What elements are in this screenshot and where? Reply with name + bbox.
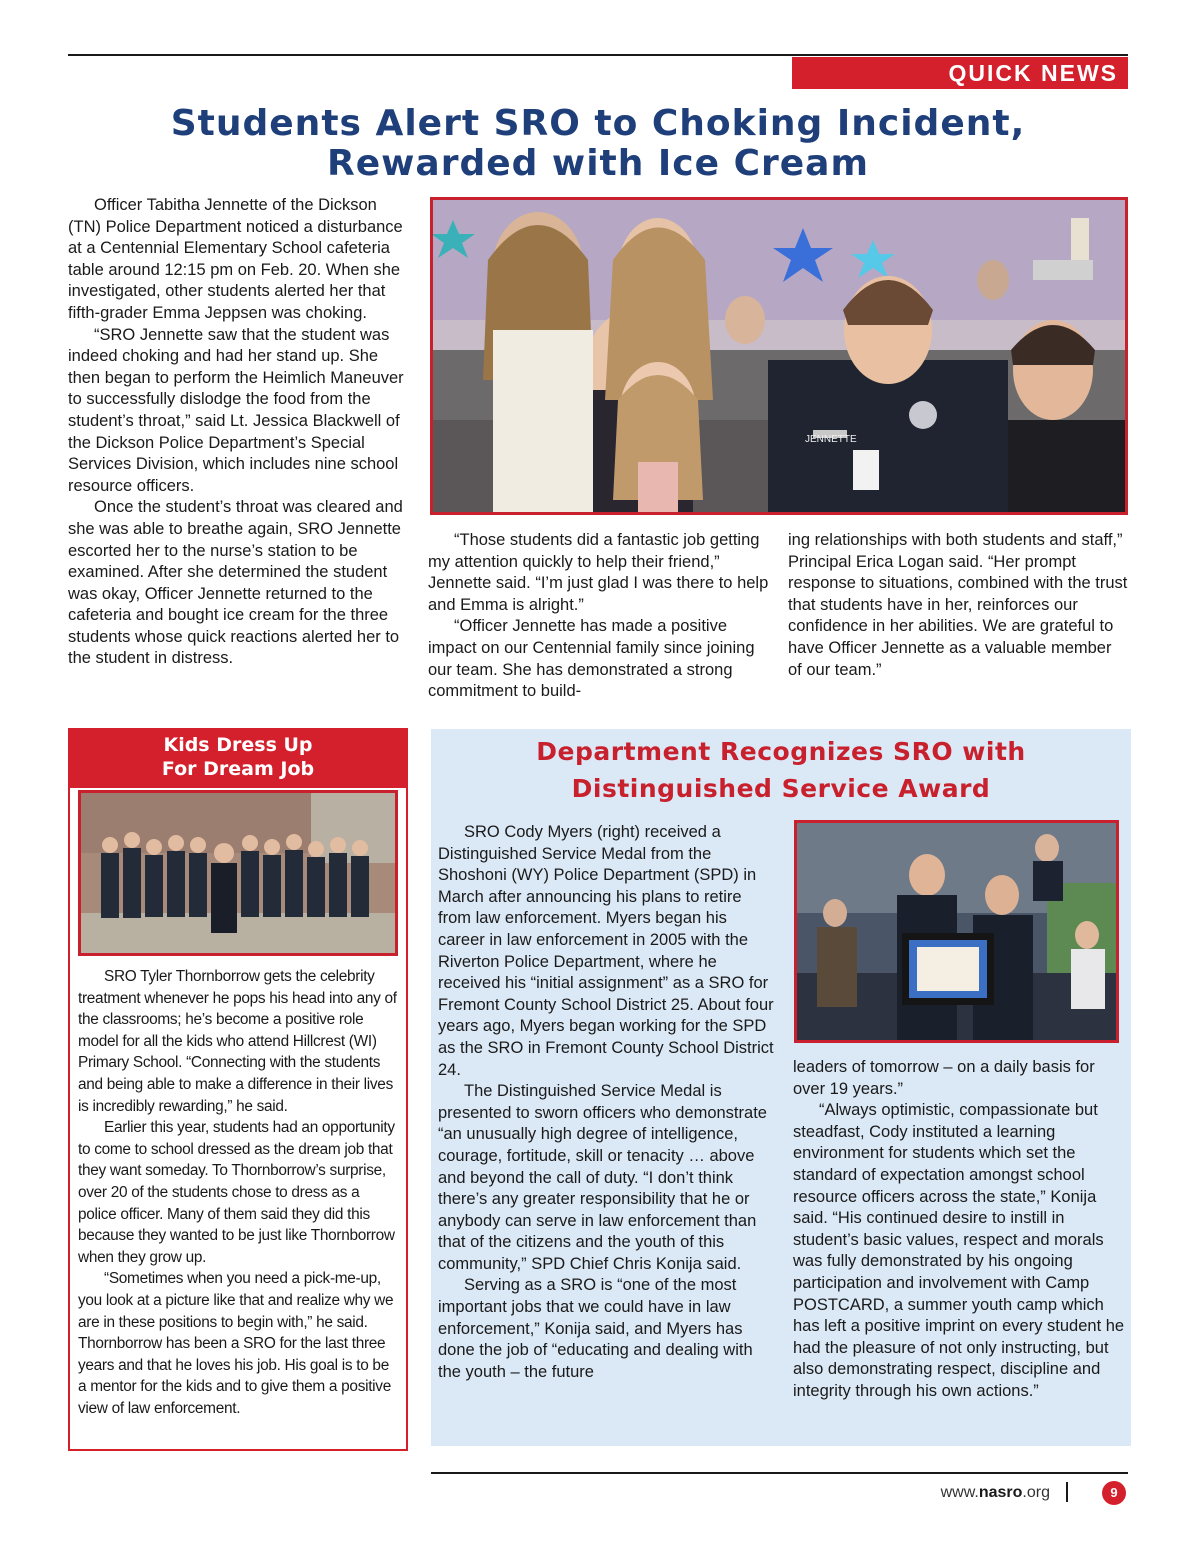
top-rule	[68, 54, 1128, 56]
url-prefix: www.	[940, 1484, 979, 1501]
photo-award-ceremony	[794, 820, 1119, 1043]
sidebar-body	[78, 966, 400, 1419]
photo-kids-group	[78, 790, 398, 956]
sidebar-title-line-2: For Dream Job	[161, 758, 315, 780]
url-suffix: .org	[1022, 1484, 1050, 1501]
paragraph: “SRO Jennette saw that the student was indeed choking and had her stand up. She then began to perform the Heimlich Maneuver to successfully dislodge the food from the student’s throat,” said Lt. Jessica Blackwell of the Dickson Police Department’s Special Services Division, which includes nine school resource officers.	[68, 325, 404, 495]
award-story-box	[431, 729, 1131, 1446]
paragraph: “Sometimes when you need a pick-me-up, you look at a picture like that and realize why we are in these positions to begin with,” he said. Thornborrow has been a SRO for the last three years and that he loves his job. His goal is to be a mentor for the kids and to give them a positive view of law enforcement.	[78, 1270, 394, 1417]
headline-line-2: Rewarded with Ice Cream	[327, 143, 869, 184]
photo-officer-with-students-image	[433, 200, 1125, 512]
sidebar-kids-dream-job	[68, 728, 408, 1451]
sidebar-title	[70, 730, 406, 788]
paragraph: Earlier this year, students had an opportunity to come to school dressed as the dream job that they want someday. To Thornborrow’s surprise, over 20 of the students chose to dress as a police officer. Many of them said they did this because they wanted to be just like Thornborrow when they grow up.	[78, 1119, 395, 1266]
paragraph: Officer Tabitha Jennette of the Dickson (TN) Police Department noticed a disturbance at a Centennial Elementary School cafeteria table around 12:15 pm on Feb. 20. When she investigated, other students alerted her that fifth-grader Emma Jeppsen was choking.	[68, 196, 403, 322]
page-number: 9	[1102, 1481, 1126, 1505]
main-story-column-1	[68, 195, 408, 670]
website-url	[900, 1484, 1050, 1502]
paragraph: “Always optimistic, compassionate but steadfast, Cody instituted a learning environment for students which set the standard of expectation amongst school resource officers across the state,” Konija said. “His continued desire to instill in student’s basic values, respect and morals was fully demonstrated by his ongoing participation and involvement with Camp POSTCARD, a summer youth camp which has left a positive imprint on every student he had the pleasure of not only instructing, but also demonstrating respect, discipline and integrity through his own actions.”	[793, 1101, 1125, 1400]
paragraph: Once the student’s throat was cleared and she was able to breathe again, SRO Jennette escorted her to the nurse’s station to be examined. After she determined the student was okay, Officer Jennette returned to the cafeteria and bought ice cream for the three students whose quick reactions alerted her to the student in distress.	[68, 498, 403, 668]
main-story-column-3	[788, 530, 1128, 681]
main-story-column-2	[428, 530, 772, 703]
award-story-column-2	[793, 1057, 1125, 1403]
url-domain: nasro	[978, 1484, 1023, 1501]
main-headline	[68, 104, 1128, 184]
award-headline	[431, 733, 1131, 807]
headline-line-1: Students Alert SRO to Choking Incident,	[170, 103, 1026, 144]
photo-award-ceremony-image	[797, 823, 1116, 1040]
paragraph: SRO Cody Myers (right) received a Distinguished Service Medal from the Shoshoni (WY) Police Department (SPD) in March after announcing his plans to retire from law enforcement. Myers began his career in law enforcement in 2005 with the Riverton Police Department, where he received his “initial assignment” as a SRO for Fremont County School District 25. About four years ago, Myers began working for the SPD as the SRO in Fremont County School District 24.	[438, 823, 774, 1079]
paragraph: leaders of tomorrow – on a daily basis for over 19 years.”	[793, 1058, 1095, 1098]
paragraph: SRO Tyler Thornborrow gets the celebrity treatment whenever he pops his head into any of the classrooms; he’s become a positive role model for all the kids who attend Hillcrest (WI) Primary School. “Connecting with the students and being able to make a difference in their lives is incredibly rewarding,” he said.	[78, 968, 397, 1115]
officer-name-badge: JENNETTE	[805, 434, 857, 445]
sidebar-title-line-1: Kids Dress Up	[163, 734, 313, 756]
paragraph: The Distinguished Service Medal is presented to sworn officers who demonstrate “an unusually high degree of intelligence, courage, fortitude, skill or tenacity … above and beyond the call of duty. “I don’t think there’s any greater responsibility that he or anybody can serve in law enforcement than that of the citizens and the youth of this community,” SPD Chief Chris Konija said.	[438, 1082, 767, 1273]
bottom-rule	[431, 1472, 1128, 1474]
section-label: QUICK NEWS	[792, 57, 1128, 89]
paragraph: Serving as a SRO is “one of the most important jobs that we could have in law enforcement,” Konija said, and Myers has done the job of “educating and dealing with the youth – the future	[438, 1276, 753, 1381]
photo-kids-group-image	[81, 793, 395, 953]
award-story-column-1	[438, 822, 774, 1383]
paragraph: “Officer Jennette has made a positive impact on our Centennial family since joining our team. She has demonstrated a strong commitment to build-	[428, 617, 755, 701]
photo-officer-with-students	[430, 197, 1128, 515]
paragraph: ing relationships with both students and staff,” Principal Erica Logan said. “Her prompt response to situations, combined with the trust that students have in her, reinforces our confidence in her abilities. We are grateful to have Officer Jennette as a valuable member of our team.”	[788, 531, 1128, 679]
award-headline-line-1: Department Recognizes SRO with	[536, 737, 1026, 766]
paragraph: “Those students did a fantastic job getting my attention quickly to help their friend,” Jennette said. “I’m just glad I was there to help and Emma is alright.”	[428, 531, 769, 614]
award-headline-line-2: Distinguished Service Award	[571, 774, 991, 803]
footer-separator	[1066, 1482, 1068, 1502]
